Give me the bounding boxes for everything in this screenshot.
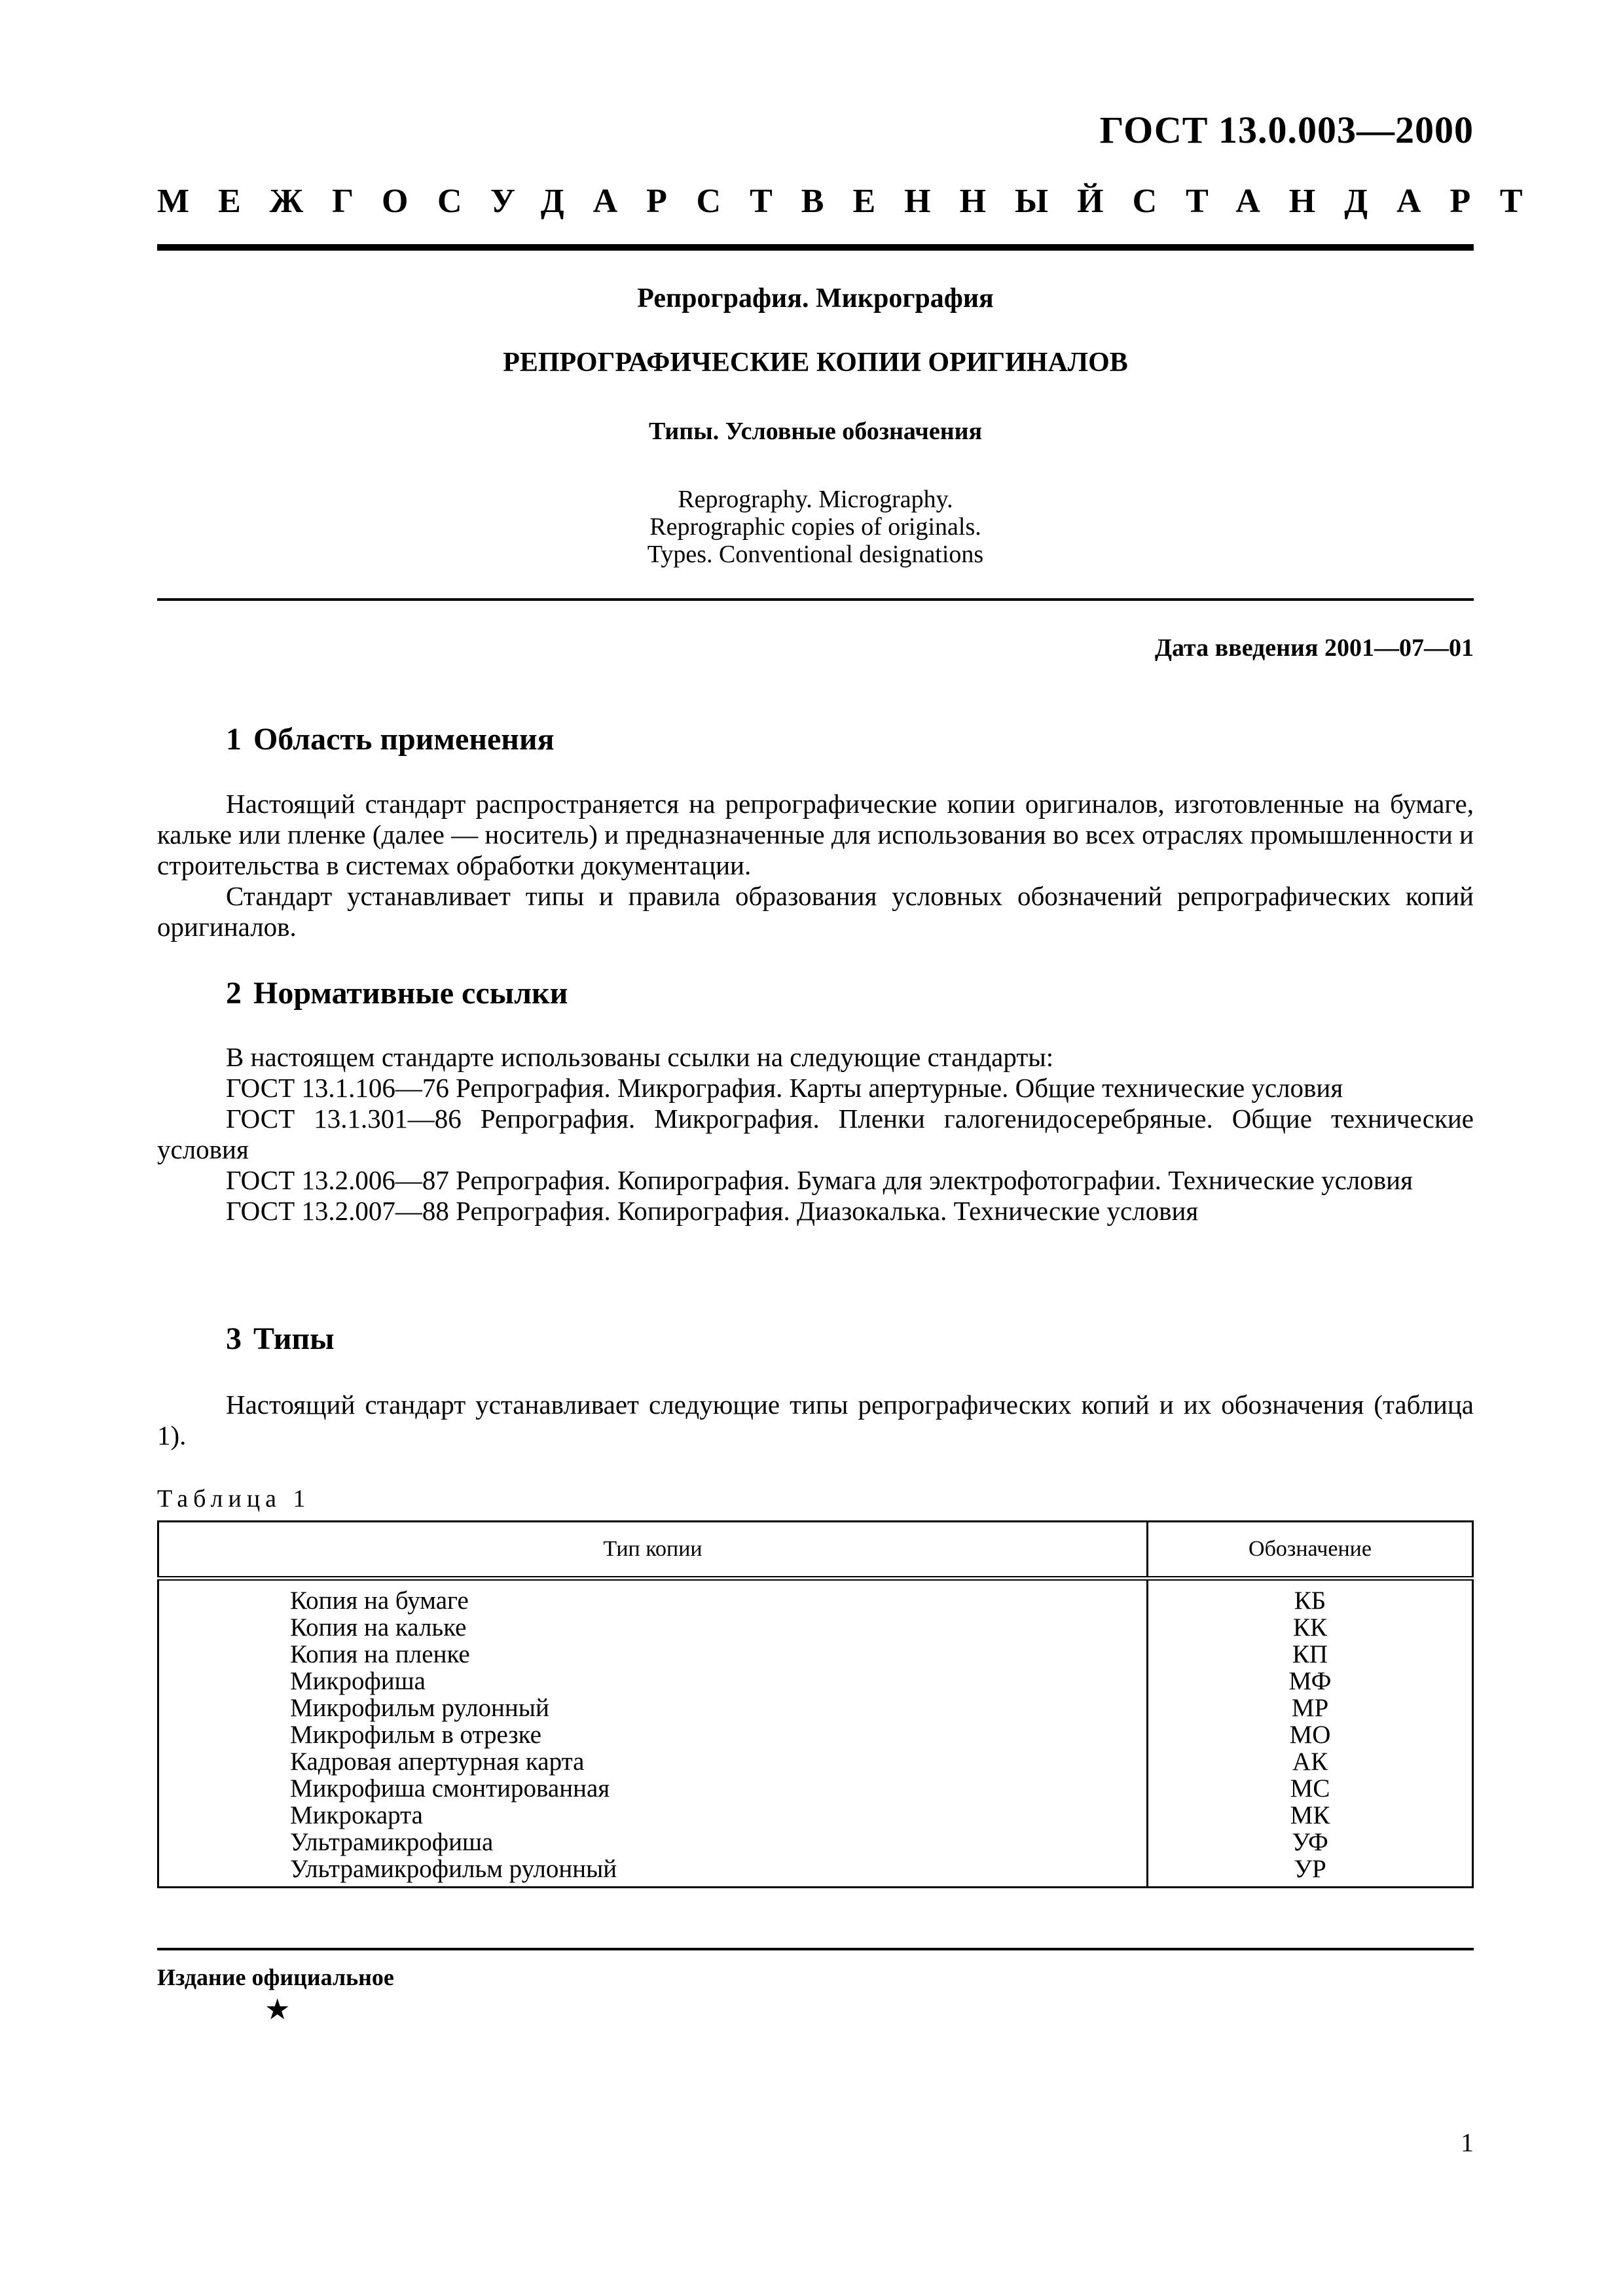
table-row <box>158 1748 1473 1775</box>
section-3-body <box>157 1390 1474 1451</box>
footer-rule <box>157 1948 1474 1950</box>
table-row <box>158 1579 1473 1615</box>
column-header-designation: Обозначение <box>1148 1522 1473 1579</box>
banner-word-standard: СТАНДАРТ <box>1132 183 1552 220</box>
standard-banner <box>157 182 1552 221</box>
cell-type: Ультрамикрофиша <box>158 1829 1148 1856</box>
page-number: 1 <box>1461 2128 1474 2157</box>
section-number: 1 <box>226 722 242 757</box>
reference-item: ГОСТ 13.1.301—86 Репрография. Микрография. Пленки галогенидосеребряные. Общие технические условия <box>157 1103 1474 1164</box>
section-1-heading <box>226 721 555 757</box>
cell-type: Микрофильм в отрезке <box>158 1721 1148 1748</box>
cell-type: Микрофиша смонтированная <box>158 1775 1148 1802</box>
cell-type: Микрокарта <box>158 1802 1148 1829</box>
section-2-heading <box>226 975 568 1011</box>
english-title-line: Reprography. Micrography. <box>678 486 953 513</box>
cell-type: Ультрамикрофильм рулонный <box>158 1856 1148 1888</box>
section-title: Типы <box>253 1321 335 1356</box>
section-title: Нормативные ссылки <box>253 976 568 1011</box>
cell-designation: МС <box>1148 1775 1473 1802</box>
table-row <box>158 1641 1473 1668</box>
cell-designation: УР <box>1148 1856 1473 1888</box>
date-of-introduction: Дата введения 2001—07—01 <box>1154 634 1474 662</box>
cell-designation: АК <box>1148 1748 1473 1775</box>
table-label: Таблица 1 <box>157 1485 311 1513</box>
paragraph: В настоящем стандарте использованы ссылки на следующие стандарты: <box>226 1042 1054 1072</box>
english-title-line: Types. Conventional designations <box>647 541 984 568</box>
reference-item: ГОСТ 13.1.106—76 Репрография. Микрография. Карты апертурные. Общие технические условия <box>226 1073 1343 1103</box>
section-number: 3 <box>226 1321 242 1356</box>
copy-types-table <box>157 1520 1474 1888</box>
paragraph: Настоящий стандарт устанавливает следующие типы репрографических копий и их обозначения (таблица 1). <box>157 1390 1474 1450</box>
header-rule <box>157 244 1474 251</box>
section-3-heading <box>226 1321 335 1357</box>
table-row <box>158 1668 1473 1695</box>
reference-item: ГОСТ 13.2.006—87 Репрография. Копирография. Бумага для электрофотографии. Технические условия <box>226 1165 1413 1195</box>
english-title-line: Reprographic copies of originals. <box>649 513 981 541</box>
cell-designation: КБ <box>1148 1579 1473 1615</box>
cell-type: Кадровая апертурная карта <box>158 1748 1148 1775</box>
column-header-type: Тип копии <box>158 1522 1148 1579</box>
table-row <box>158 1829 1473 1856</box>
section-2-body <box>157 1042 1474 1227</box>
cell-designation: МК <box>1148 1802 1473 1829</box>
banner-word-interstate: МЕЖГОСУДАРСТВЕННЫЙ <box>157 183 1133 220</box>
title-rule <box>157 598 1474 601</box>
section-1-body <box>157 789 1474 942</box>
document-subtitle: Типы. Условные обозначения <box>648 418 983 445</box>
cell-type: Микрофильм рулонный <box>158 1695 1148 1721</box>
table-row <box>158 1775 1473 1802</box>
cell-type: Микрофиша <box>158 1668 1148 1695</box>
english-title <box>157 486 1474 568</box>
document-title: РЕПРОГРАФИЧЕСКИЕ КОПИИ ОРИГИНАЛОВ <box>503 348 1128 378</box>
section-number: 2 <box>226 976 242 1011</box>
reference-item: ГОСТ 13.2.007—88 Репрография. Копирография. Диазокалька. Технические условия <box>226 1196 1199 1226</box>
cell-designation: МР <box>1148 1695 1473 1721</box>
cell-designation: МО <box>1148 1721 1473 1748</box>
table-row <box>158 1614 1473 1641</box>
table-row <box>158 1721 1473 1748</box>
cell-designation: МФ <box>1148 1668 1473 1695</box>
series-title: Репрография. Микрография <box>637 283 994 314</box>
cell-type: Копия на пленке <box>158 1641 1148 1668</box>
paragraph: Стандарт устанавливает типы и правила образования условных обозначений репрографических копий оригиналов. <box>157 881 1474 942</box>
paragraph: Настоящий стандарт распространяется на репрографические копии оригиналов, изготовленные на бумаге, кальке или пленке (далее — носитель) и предназначенные для использования во всех отраслях промышленности и строительства в системах обработки документации. <box>157 789 1474 880</box>
cell-designation: КП <box>1148 1641 1473 1668</box>
cell-type: Копия на бумаге <box>158 1579 1148 1615</box>
official-edition-label: Издание официальное <box>157 1964 394 1990</box>
table-row <box>158 1856 1473 1888</box>
star-icon: ★ <box>264 1994 291 2026</box>
gost-number: ГОСТ 13.0.003—2000 <box>1099 109 1474 151</box>
table-row <box>158 1802 1473 1829</box>
section-title: Область применения <box>253 722 555 757</box>
cell-type: Копия на кальке <box>158 1614 1148 1641</box>
table-row <box>158 1695 1473 1721</box>
cell-designation: УФ <box>1148 1829 1473 1856</box>
cell-designation: КК <box>1148 1614 1473 1641</box>
